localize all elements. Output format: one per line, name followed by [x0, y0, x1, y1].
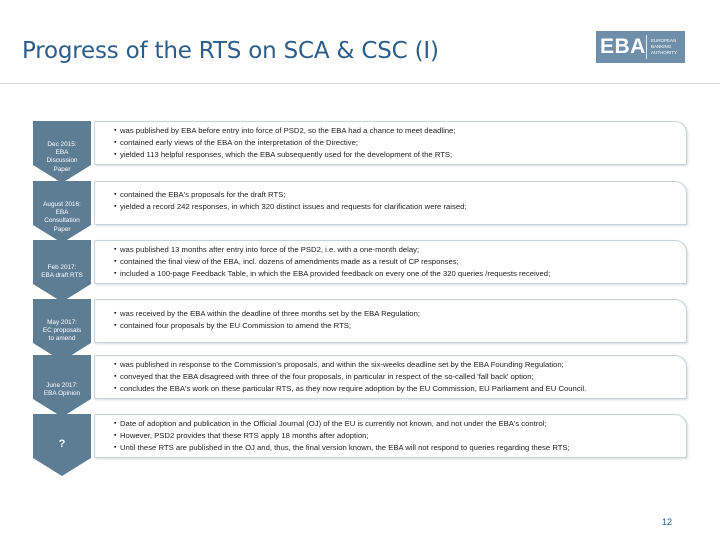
bullet-item: ▪ However, PSD2 provides that these RTS apply 18 months after adoption; — [120, 430, 682, 442]
slide-title: Progress of the RTS on SCA & CSC (I) — [22, 38, 439, 64]
timeline-detail-box — [94, 121, 687, 165]
bullet-item: ▪ was received by the EBA within the deadline of three months set by the EBA Regulation; — [120, 308, 682, 320]
page-number: 12 — [662, 517, 673, 527]
header-rule — [0, 83, 720, 84]
logo-text-line: BANKING — [651, 44, 672, 49]
bullet-item: ▪ contained the EBA's proposals for the draft RTS; — [120, 189, 682, 201]
bullet-item: ▪ included a 100-page Feedback Table, in which the EBA provided feedback on every one of the 320 queries /requests received; — [120, 268, 682, 280]
bullet-item: ▪ Date of adoption and publication in the Official Journal (OJ) of the EU is currently not known, and not under the EBA's control; — [120, 418, 682, 430]
eba-logo — [596, 31, 685, 63]
bullet-item: ▪ was published in response to the Commission's proposals, and within the six-weeks deadline set by the EBA Founding Regulation; — [120, 359, 682, 371]
bullet-item: ▪ yielded 113 helpful responses, which the EBA subsequently used for the development of the RTS; — [120, 149, 682, 161]
bullet-item: ▪ contained early views of the EBA on the interpretation of the Directive; — [120, 137, 682, 149]
bullet-item: ▪ yielded a record 242 responses, in which 320 distinct issues and requests for clarification were raised; — [120, 201, 682, 213]
logo-text — [651, 38, 677, 56]
timeline-stage-label: June 2017: EBA Opinion — [43, 382, 81, 398]
timeline-stage-label: August 2016: EBA Consultation Paper — [43, 201, 81, 233]
bullet-item: ▪ contained four proposals by the EU Commission to amend the RTS; — [120, 320, 682, 332]
bullet-item: ▪ was published 13 months after entry into force of the PSD2, i.e. with a one-month delay; — [120, 244, 682, 256]
logo-divider — [646, 35, 647, 59]
timeline-detail-box — [94, 414, 687, 458]
timeline-stage-label: Feb 2017: EBA draft RTS — [41, 264, 83, 280]
timeline-detail-box — [94, 181, 687, 225]
timeline-detail-box — [94, 240, 687, 284]
timeline-detail-box — [94, 299, 687, 343]
logo-mark: EBA — [600, 35, 646, 58]
bullet-item: ▪ conveyed that the EBA disagreed with three of the four proposals, in particular in respect of the so-called 'fall back' option; — [120, 371, 682, 383]
timeline-stage-label: ? — [58, 438, 66, 450]
timeline-stage-label: Dec 2015: EBA Discussion Paper — [46, 141, 78, 173]
bullet-item: ▪ was published by EBA before entry into force of PSD2, so the EBA had a chance to meet deadline; — [120, 125, 682, 137]
logo-text-line: AUTHORITY — [651, 50, 678, 55]
timeline-detail-box — [94, 355, 687, 399]
bullet-item: ▪ Until these RTS are published in the OJ and, thus, the final version known, the EBA will not respond to queries regarding these RTS; — [120, 442, 682, 454]
bullet-item: ▪ contained the final view of the EBA, incl. dozens of amendments made as a result of CP responses; — [120, 256, 682, 268]
timeline-stage-label: May 2017: EC proposals to amend — [42, 319, 82, 343]
logo-text-line: EUROPEAN — [651, 38, 677, 43]
bullet-item: ▪ concludes the EBA's work on these particular RTS, as they now require adoption by the EU Commission, EU Parliament and EU Council. — [120, 383, 682, 395]
